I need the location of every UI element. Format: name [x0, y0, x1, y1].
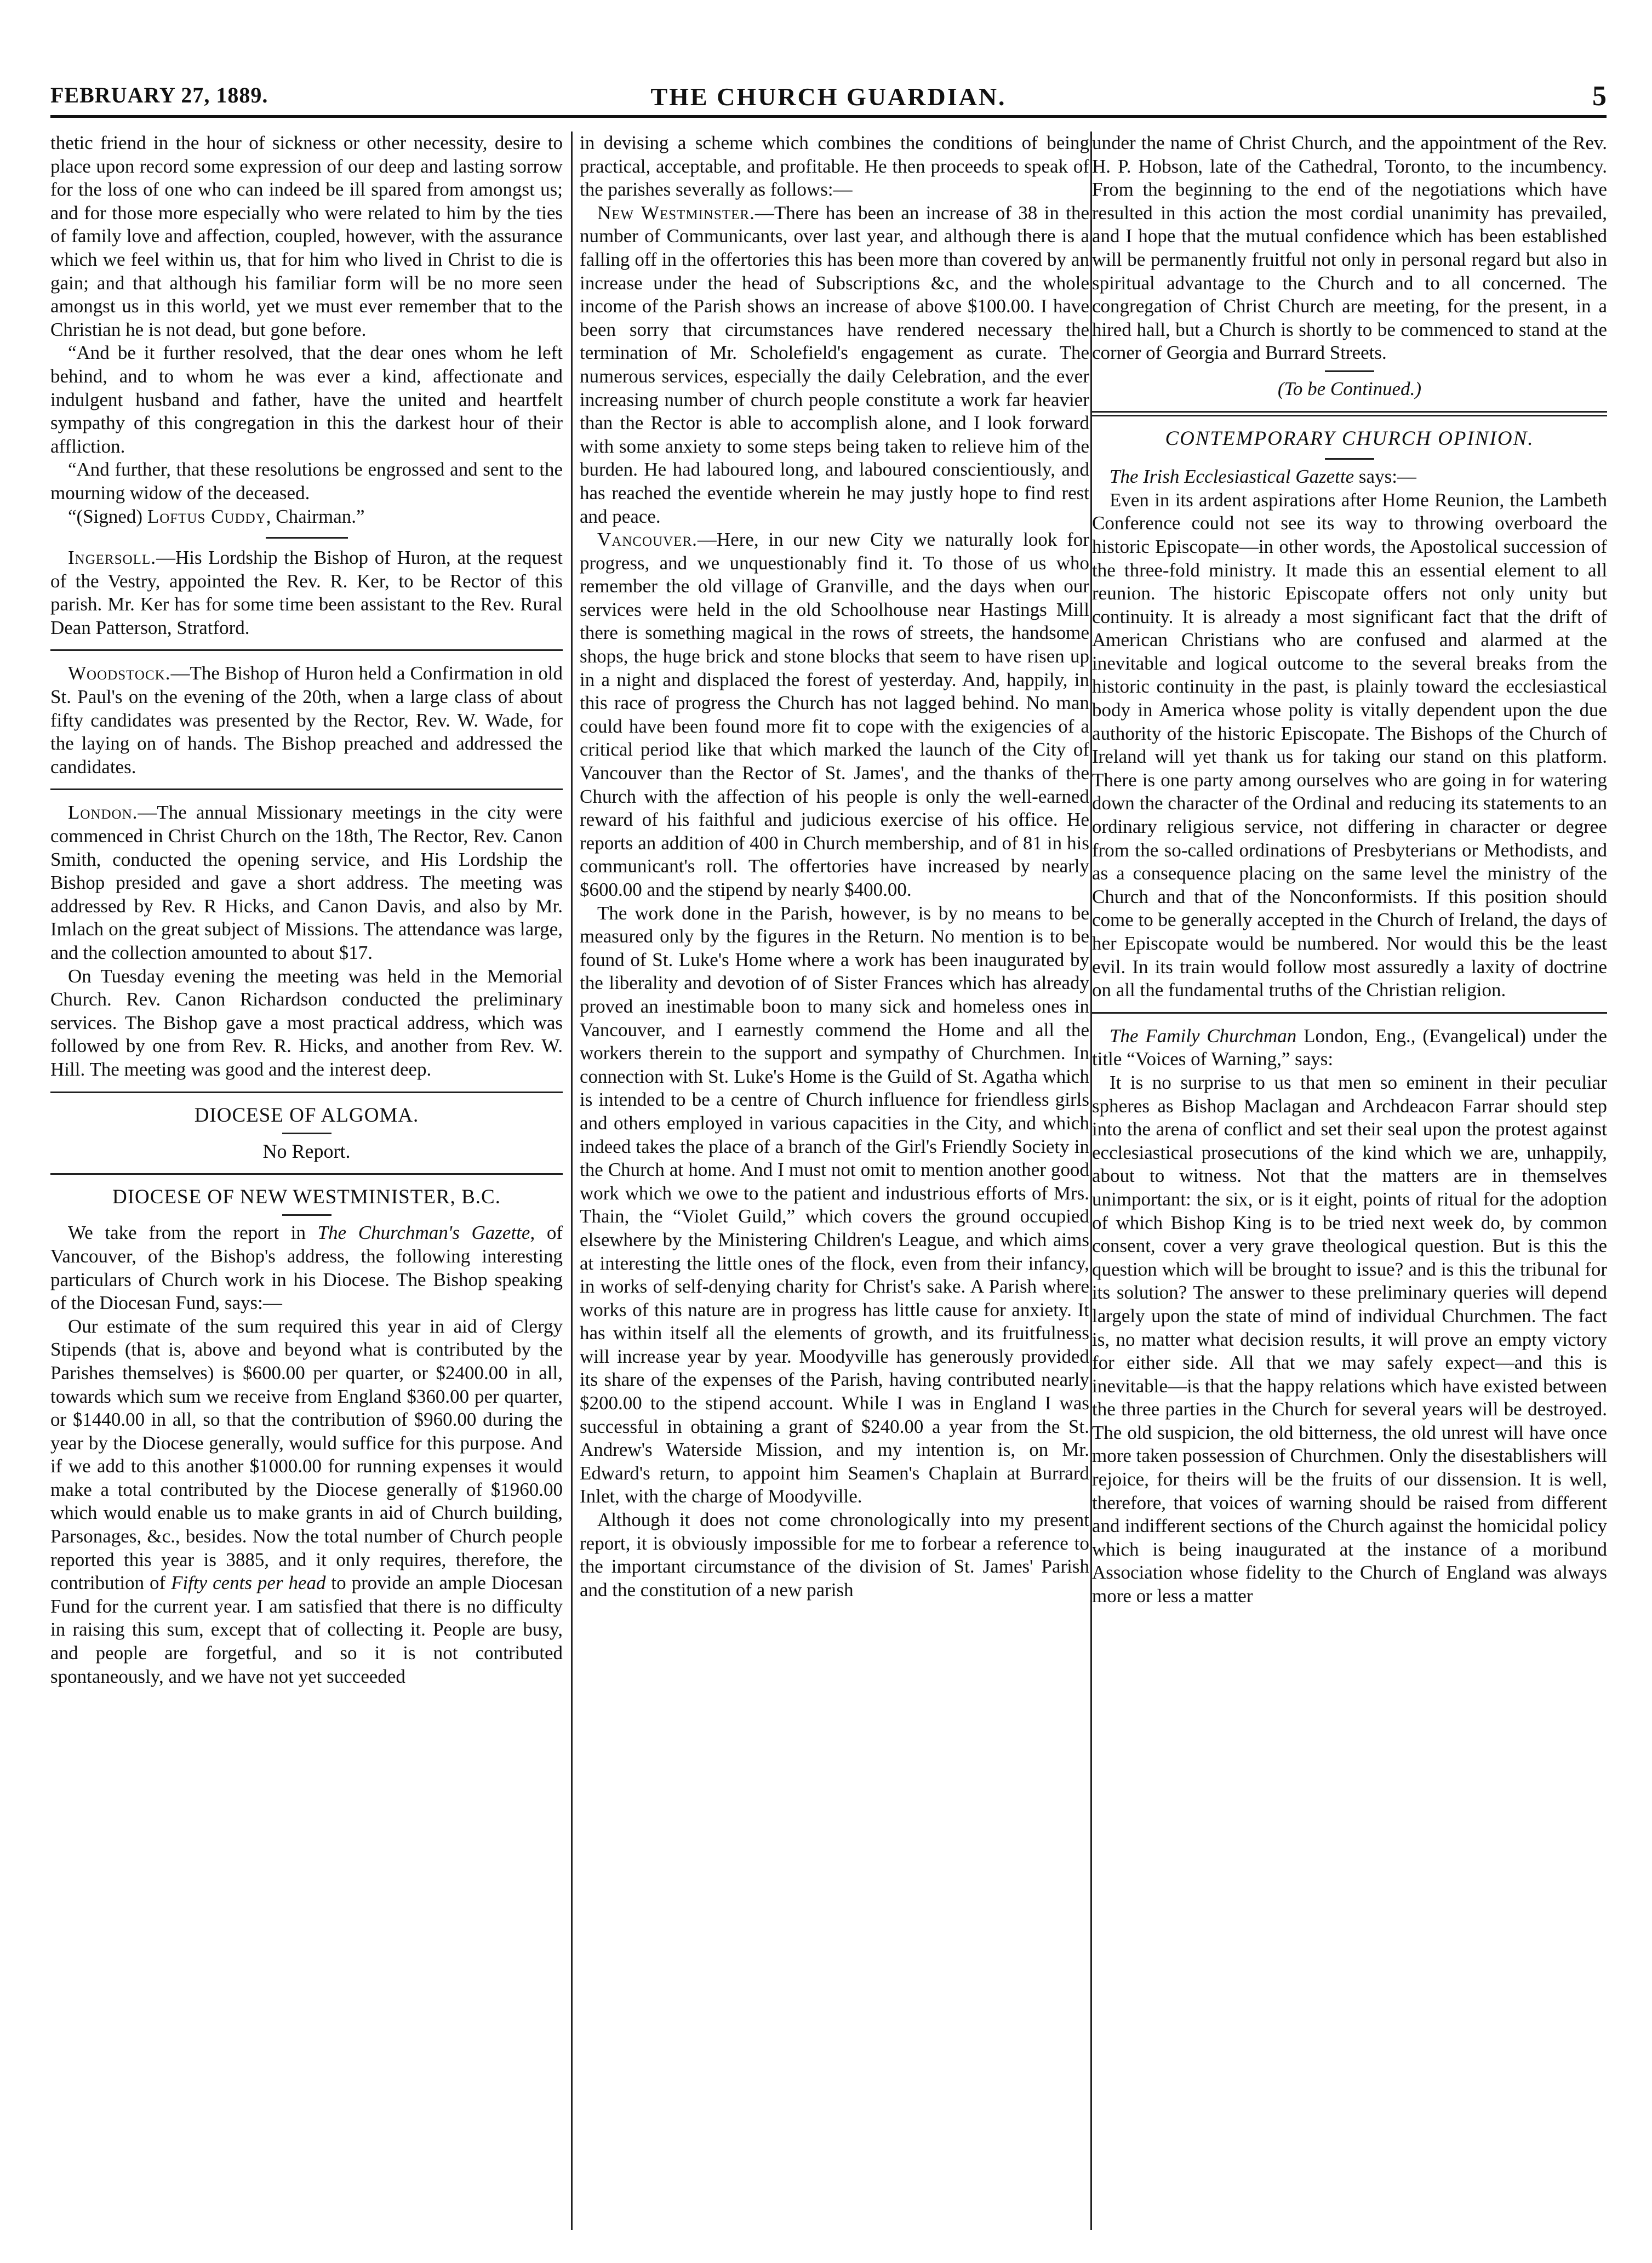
- continued-note: (To be Continued.): [1277, 378, 1422, 399]
- news-body: —The Bishop of Huron held a Confirmation in old St. Paul's on the evening of the 20th, when a large class of about fifty candidates was presented by the Rector, Rev. W. Wade, for the laying on of hands. The Bishop preached and addressed the candidates.: [50, 662, 563, 778]
- separator: [282, 1133, 331, 1134]
- emphasis: Fifty cents per head: [171, 1572, 326, 1594]
- column-3: [1092, 132, 1607, 2236]
- signature-prefix: “(Signed): [68, 505, 143, 527]
- publication-title: The Family Churchman: [1110, 1025, 1297, 1047]
- place-heading: Ingersoll.: [68, 547, 156, 569]
- place-heading: Vancouver.: [597, 529, 698, 551]
- place-heading: New Westminster.: [597, 202, 755, 224]
- article-paragraph: under the name of Christ Church, and the appointment of the Rev. H. P. Hobson, late of the Cathedral, Toronto, to the incumbency. From the beginning to the end of the negotiations which have resulted in this action the most cordial unanimity has prevailed, and I hope that the mutual confidence which has been established will be permanently fruitful not only in personal regard but also in spiritual advantage to the Church and to all concerned. The congregation of Christ Church are meeting, for the present, in a hired hall, but a Church is shortly to be commenced to stand at the corner of Georgia and Burrard Streets.: [1092, 132, 1607, 364]
- publication-title: The Irish Ecclesiastical Gazette: [1110, 466, 1354, 488]
- separator: [266, 537, 348, 539]
- place-heading: London.: [68, 802, 138, 824]
- article-paragraph: Even in its ardent aspirations after Home Reunion, the Lambeth Conference could not see its way to throwing overboard the historic Episcopate—in other words, the Apostolical succession of the three-fold ministry. It made this an essential element to all reunion. The historic Episcopate offers not only unity but continuity. It is already a most significant fact that the drift of American Christians who are confused and alarmed at the inevitable and logical outcome to the several breaks from the historic continuity in the past, is plainly toward the ecclesiastical body in America whose polity is vitally dependent upon the due authority of the historic Episcopate. The Bishops of the Church of Ireland will yet thank us for taking our stand on this platform. There is one party among ourselves who are going in for watering down the character of the Ordinal and reducing its statements to an ordinary religious service, not differing in character or degree from the so-called ordinations of Presbyterians or Methodists, and as a consequence placing on the same level the ministry of the Church and that of the Nonconformists. If this position should come to be generally accepted in the Church of Ireland, the days of her Episcopate would be numbered. Nor would this be the least evil. In its train would follow most assuredly a laxity of doctrine on all the fundamental truths of the Christian religion.: [1092, 489, 1607, 1001]
- separator: [1325, 370, 1374, 372]
- newspaper-title: THE CHURCH GUARDIAN.: [650, 83, 1007, 111]
- signature-line: [50, 505, 563, 529]
- text-run: London, Eng., (Evangelical) under the title “Voices of Warning,” says:: [1092, 1025, 1607, 1070]
- source-line: [1092, 465, 1607, 489]
- column-divider: [571, 132, 573, 2230]
- article-paragraph: in devising a scheme which combines the conditions of being practical, acceptable, and profitable. He then proceeds to speak of the parishes severally as follows:—: [580, 132, 1089, 201]
- article-paragraph: “And further, that these resolutions be engrossed and sent to the mourning widow of the deceased.: [50, 459, 563, 504]
- news-item: [50, 546, 563, 639]
- page-number: 5: [1592, 81, 1607, 112]
- section-heading: DIOCESE OF ALGOMA.: [194, 1104, 419, 1127]
- issue-date: FEBRUARY 27, 1889.: [50, 83, 268, 107]
- text-run: , of Vancouver, of the Bishop's address, the following interesting particulars of Church work in his Diocese. The Bishop speaking of the Diocesan Fund, says:—: [50, 1222, 563, 1314]
- article-paragraph: It is no surprise to us that men so eminent in their peculiar spheres as Bishop Maclagan and Archdeacon Farrar should step into the arena of conflict and set their seal upon the protest against ecclesiastical prosecutions of the kind which we are, unhappily, about to witness. Not that the matters are in themselves unimportant: the six, or is it eight, points of ritual for the adoption of which Bishop King is to be tried next week do, by common consent, cover a very grave theological question. But is this the question which will be brought to issue? and is this the tribunal for its solution? The answer to these preliminary queries will depend largely upon the state of mind of individual Churchmen. The fact is, no matter what decision results, it will prove an empty victory for either side. All that we may safely expect—and this is inevitable—is that the happy relations which have existed between the three parties in the Church for several years will be destroyed. The old suspicion, the old bitterness, the old unrest will have once more taken possession of Churchmen. Only the disestablishers will rejoice, for theirs will be the fruits of our dissension. It is well, therefore, that voices of warning should be raised from different and indifferent sections of the Church against the homicidal policy which is being inaugurated at the instance of a moribund Association whose fidelity to the Church of England was always more or less a matter: [1092, 1071, 1607, 1607]
- news-item: [50, 801, 563, 964]
- separator: [50, 788, 563, 790]
- article-paragraph: Although it does not come chronologically into my present report, it is obviously impossible for me to forbear a reference to the important circumstance of the division of St. James' Parish and the constitution of a new parish: [580, 1509, 1089, 1601]
- separator: [50, 1092, 563, 1093]
- column-2: [580, 132, 1089, 2236]
- publication-title: The Churchman's Gazette: [317, 1222, 530, 1244]
- place-heading: Woodstock.: [68, 662, 171, 684]
- news-body: —Here, in our new City we naturally look for progress, and we unquestionably find it. To those of us who remember the old village of Granville, and the days when our services were held in the old Schoolhouse near Hastings Mill there is something magical in the rows of streets, the handsome shops, the huge brick and stone blocks that seem to have risen up in a night and displaced the forest of yesterday. And, happily, in this race of progress the Church has not lagged behind. No man could have been found more fit to cope with the exigencies of a critical period like that which marked the launch of the City of Vancouver than the Rector of St. James', and the thanks of the Church with the affection of his people is only the well-earned reward of his faithful and judicious exercise of his office. He reports an addition of 400 in Church membership, and of 81 in his communicant's roll. The offertories have increased by nearly $600.00 and the stipend by nearly $400.00.: [580, 529, 1089, 900]
- news-body: —There has been an increase of 38 in the number of Communicants, over last year, and although there is a falling off in the offertories this has been more than covered by an increase under the head of Subscriptions &c, and the whole income of the Parish shows an increase of above $100.00. I have been sorry that circumstances have rendered necessary the termination of Mr. Scholefield's engagement as curate. The numerous services, especially the daily Celebration, and the ever increasing number of church people constitute a work far heavier than the Rector is able to accomplish alone, and I look forward with some anxiety to some steps being taken to relieve him of the burden. He had laboured long, and laboured conscientiously, and has reached the eventide wherein he may justly hope to find rest and peace.: [580, 202, 1089, 527]
- news-body: —His Lordship the Bishop of Huron, at the request of the Vestry, appointed the Rev. R. Ker, to be Rector of this parish. Mr. Ker has for some time been assistant to the Rev. Rural Dean Patterson, Stratford.: [50, 547, 563, 638]
- separator: [50, 649, 563, 651]
- news-item: [580, 528, 1089, 902]
- section-subheading: No Report.: [262, 1140, 351, 1163]
- source-line: [1092, 1025, 1607, 1071]
- separator: [1092, 1012, 1607, 1014]
- text-run: We take from the report in: [68, 1222, 318, 1244]
- masthead: [50, 82, 1607, 118]
- separator: [282, 1214, 331, 1216]
- news-body: —The annual Missionary meetings in the city were commenced in Christ Church on the 18th, The Rector, Rev. Canon Smith, conducted the opening service, and His Lordship the Bishop presided and gave a short address. The meeting was addressed by Rev. R Hicks, and Canon Davis, and also by Mr. Imlach on the great subject of Missions. The attendance was large, and the collection amounted to about $17.: [50, 802, 563, 963]
- news-item: [50, 662, 563, 779]
- article-paragraph: [50, 1221, 563, 1315]
- text-run: says:—: [1354, 466, 1416, 488]
- separator: [1092, 411, 1607, 416]
- signature-suffix: , Chairman.”: [266, 505, 365, 527]
- article-paragraph: [50, 1315, 563, 1689]
- article-paragraph: “And be it further resolved, that the dear ones whom he left behind, and to whom he was ever a kind, affectionate and indulgent husband and father, have the united and heartfelt sympathy of this congregation in this the darkest hour of their affliction.: [50, 342, 563, 457]
- section-heading: DIOCESE OF NEW WESTMINISTER, B.C.: [112, 1185, 501, 1208]
- signatory-name: Loftus Cuddy: [147, 505, 266, 527]
- separator: [50, 1173, 563, 1175]
- column-1: [50, 132, 563, 2236]
- article-paragraph: On Tuesday evening the meeting was held in the Memorial Church. Rev. Canon Richardson conducted the preliminary services. The Bishop gave a most practical address, which was followed by one from Rev. R. Hicks, and another from Rev. W. Hill. The meeting was good and the interest deep.: [50, 965, 563, 1080]
- article-paragraph: thetic friend in the hour of sickness or other necessity, desire to place upon record some expression of our deep and lasting sorrow for the loss of one who can indeed be ill spared from amongst us; and for those more especially who were related to him by the ties of family love and affection, coupled, however, with the assurance which we feel within us, that for him who lived in Christ to die is gain; and that although his familiar form will be no more seen amongst us in this world, yet we must ever remember that to the Christian he is not dead, but gone before.: [50, 132, 563, 340]
- separator: [1325, 458, 1374, 460]
- news-item: [580, 202, 1089, 528]
- text-run: to provide an ample Diocesan Fund for the current year. I am satisfied that there is no difficulty in raising this sum, except that of collecting it. People are busy, and people are forgetful, and so it is not contributed spontaneously, and we have not yet succeeded: [50, 1572, 563, 1687]
- article-paragraph: The work done in the Parish, however, is by no means to be measured only by the figures in the Return. No mention is to be found of St. Luke's Home where a work has been inaugurated by the liberality and devotion of of Sister Frances which has already proved an inestimable boon to many sick and homeless ones in Vancouver, and I earnestly commend the Home and all the workers therein to the support and sympathy of Churchmen. In connection with St. Luke's Home is the Guild of St. Agatha which is intended to be a centre of Church influence for friendless girls and others employed in various capacities in the City, and which indeed takes the place of a branch of the Girl's Friendly Society in the Church at home. And I must not omit to mention another good work which we owe to the patient and industrious efforts of Mrs. Thain, the “Violet Guild,” which covers the ground occupied elsewhere by the Ministering Children's League, and which aims at interesting the little ones of the flock, even from their infancy, in works of self-denying charity for Christ's sake. A Parish where works of this nature are in progress has little cause for anxiety. It has within itself all the elements of growth, and its fruitfulness will increase year by year. Moodyville has generously provided its share of the expenses of the Parish, having contributed nearly $200.00 to the stipend account. While I was in England I was successful in obtaining a grant of $240.00 a year from the St. Andrew's Waterside Mission, and my intention is, on Mr. Edward's return, to appoint him Seamen's Chaplain at Burrard Inlet, with the charge of Moodyville.: [580, 902, 1089, 1507]
- text-run: Our estimate of the sum required this year in aid of Clergy Stipends (that is, above and beyond what is contributed by the Parishes themselves) is $600.00 per quarter, or $2400.00 in all, towards which sum we receive from England $360.00 per quarter, or $1440.00 in all, so that the contribution of $960.00 during the year by the Diocese generally, would suffice for this purpose. And if we add to this another $1000.00 for running expenses it would make a total contributed by the Diocese generally of $1960.00 which would enable us to make grants in aid of Church building, Parsonages, &c., besides. Now the total number of Church people reported this year is 3885, and it only requires, therefore, the contribution of: [50, 1315, 563, 1594]
- section-heading: CONTEMPORARY CHURCH OPINION.: [1165, 427, 1534, 450]
